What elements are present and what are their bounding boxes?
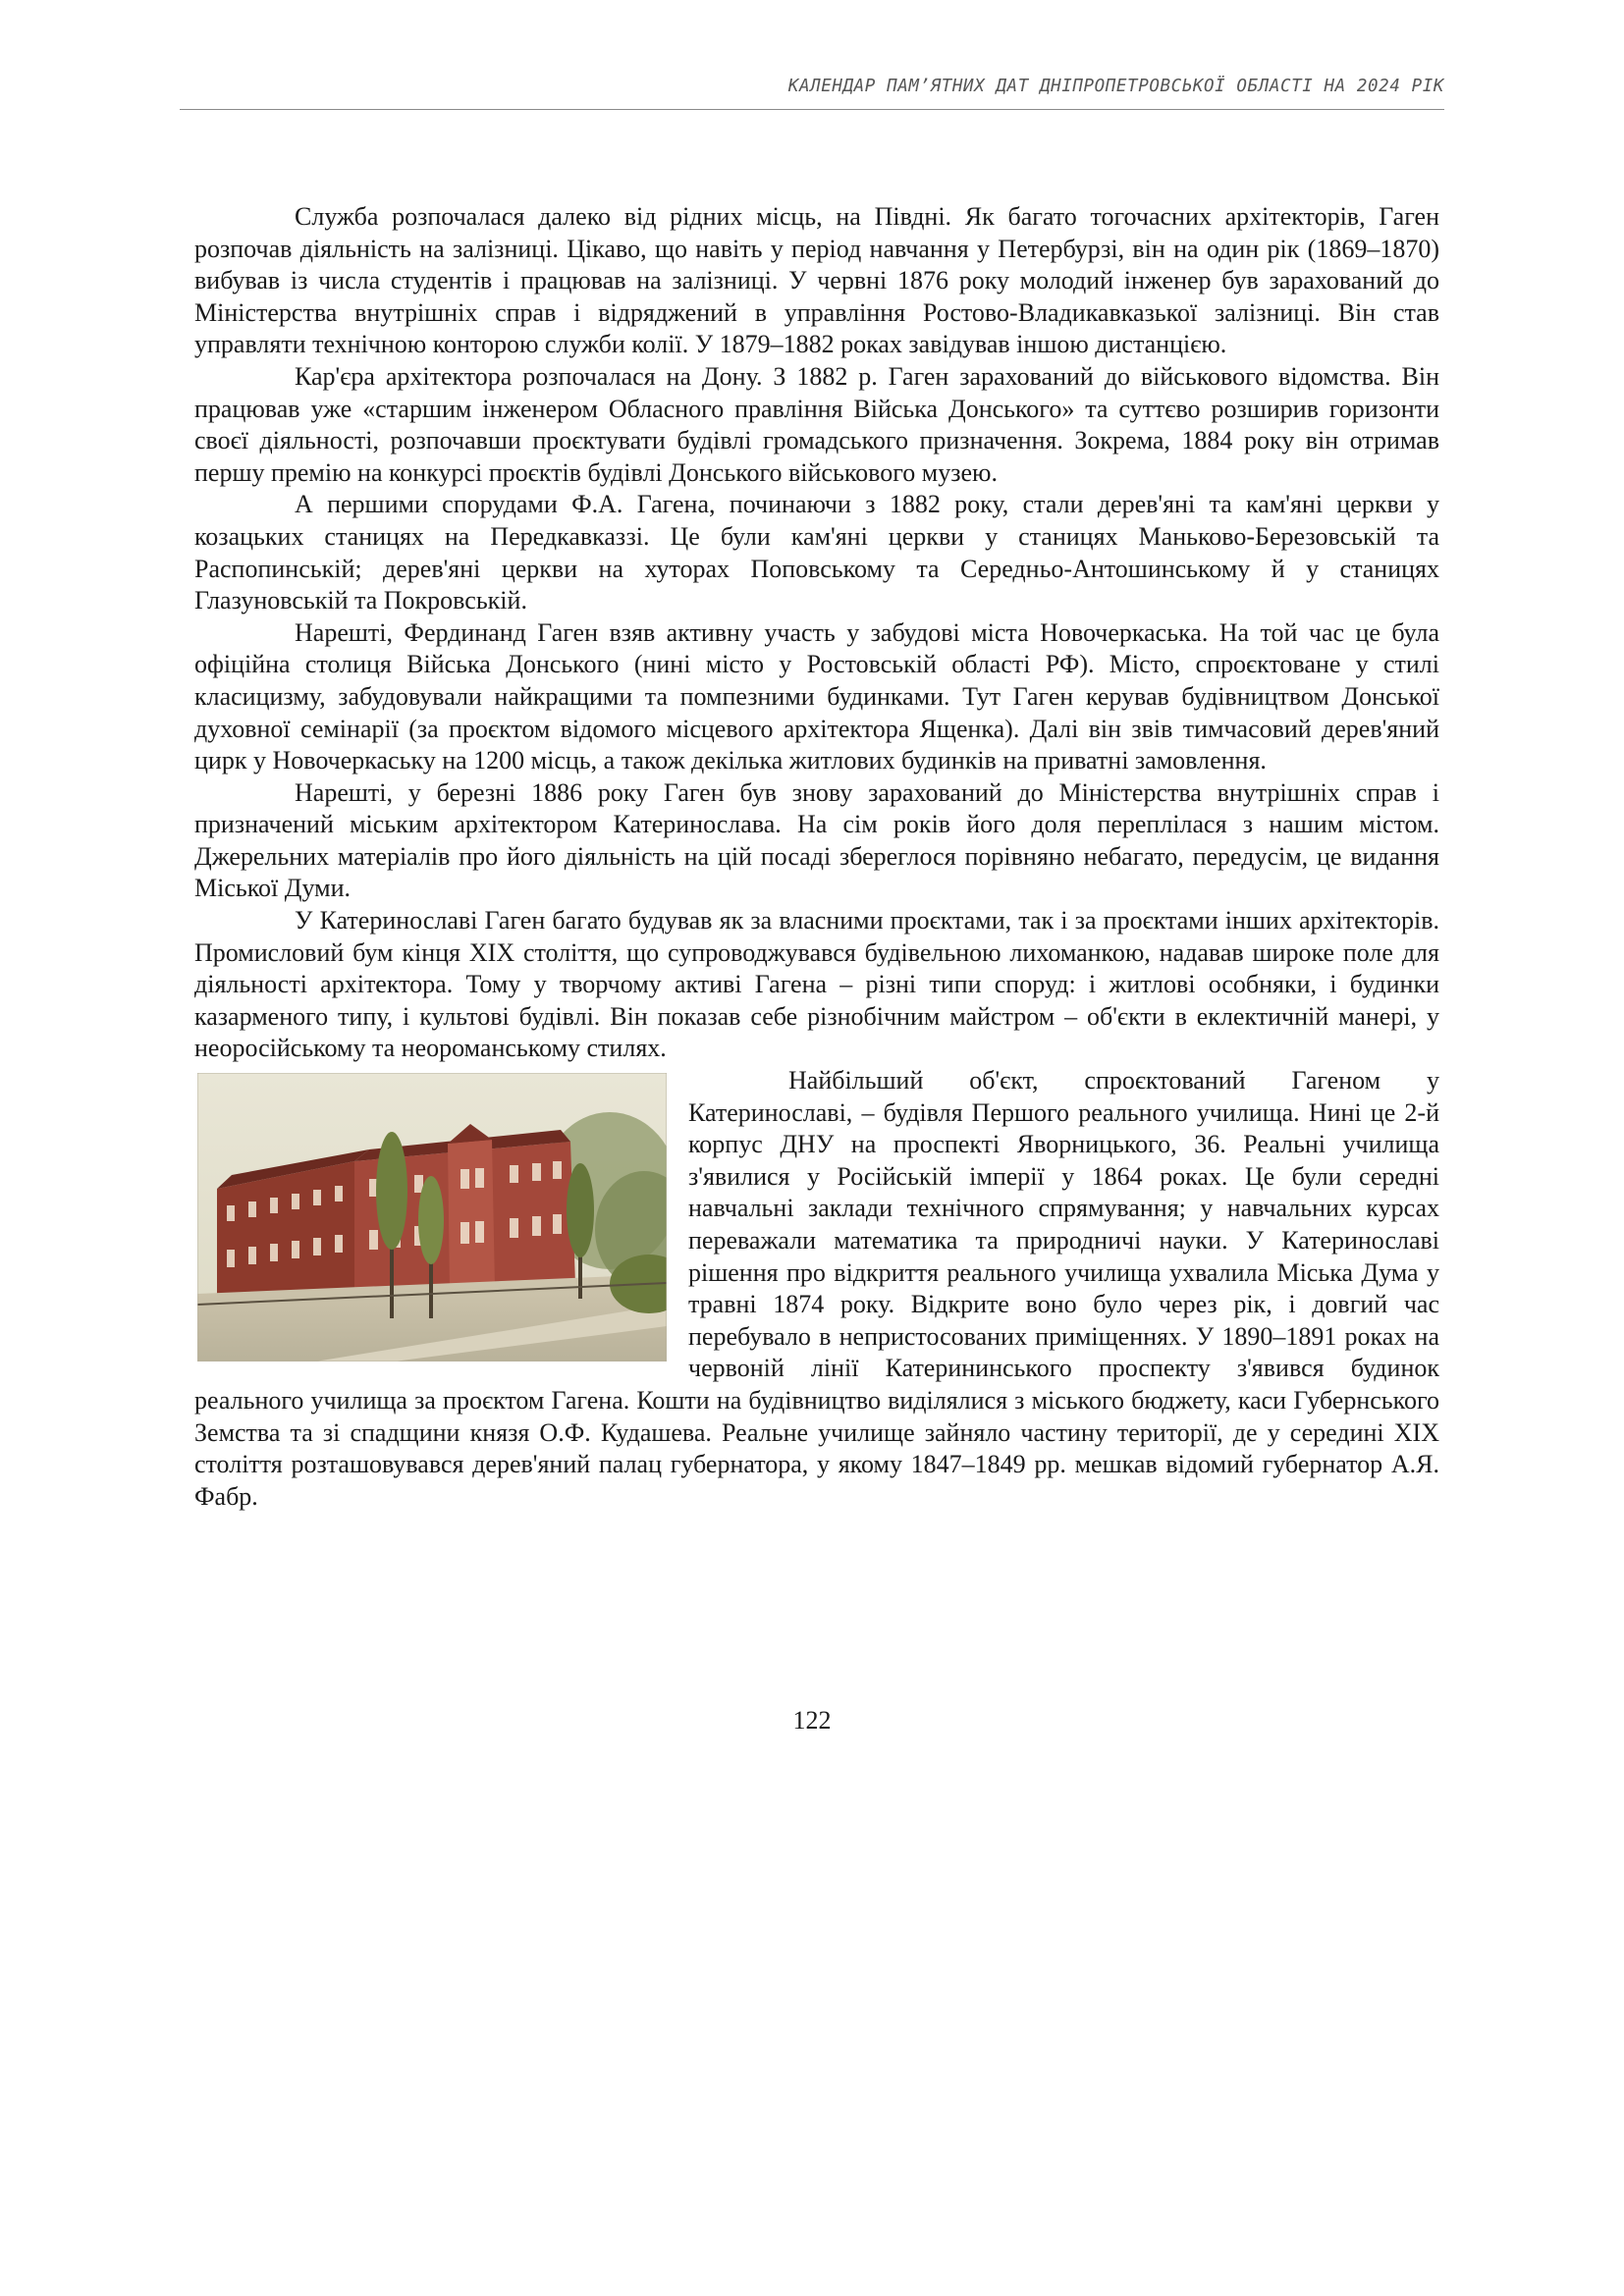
header-divider — [180, 109, 1444, 110]
paragraph-real-school: Найбільший об'єкт, спроєктований Гагеном у Катеринославі, – будівля Першого реального училища. Нині це 2-й корпус ДНУ на проспекті Яворницького, 36. Реальні училища з'явилися у Російській імперії у 1864 роках. Це були середні навчальні заклади технічного спрямування; у навчальних курсах переважали математика та природничі науки. У Катеринославі рішення про відкриття реального училища ухвалила Міська Дума у травні 1874 року. Відкрите воно було через рік, і довгий час перебувало в непристосованих приміщеннях. У 1890–1891 роках на червоній лінії Катерининського проспекту з'явився будинок реального училища за проєктом Гагена. Кошти на будівництво виділялися з міського бюджету, каси Губернського Земства та зі спадщини князя О.Ф. Кудашева. Реальне училище зайняло частину території, де у середині ХІХ століття розташовувався дерев'яний палац губернатора, у якому 1847–1849 рр. мешкав відомий губернатор А.Я. Фабр. — [194, 1066, 1439, 1511]
paragraph-first-churches: А першими спорудами Ф.А. Гагена, починаючи з 1882 року, стали дерев'яні та кам'яні церкви у козацьких станицях на Передкавказзі. Це були кам'яні церкви у станицях Маньково-Березовській та Распопинській; дерев'яні церкви на хуторах Поповському та Середньо-Антошинському й у станицях Глазуновській та Покровській. — [194, 490, 1439, 615]
paragraph-katerynoslav-works: У Катеринославі Гаген багато будував як за власними проєктами, так і за проєктами інших архітекторів. Промисловий бум кінця ХІХ століття, що супроводжувався будівельною лихоманкою, надавав широке поле для діяльності архітектора. Тому у творчому активі Гагена – різні типи споруд: і житлові особняки, і будинки казарменого типу, і культові будівлі. Він показав себе різнобічним майстром – об'єкти в еклектичній манері, у неоросійському та неороманському стилях. — [194, 906, 1439, 1063]
paragraph-don-career: Кар'єра архітектора розпочалася на Дону. З 1882 р. Гаген зарахований до військового відомства. Він працював уже «старшим інженером Обласного правління Війська Донського» та суттєво розширив горизонти своєї діяльності, розпочавши проєктувати будівлі громадського призначення. Зокрема, 1884 року він отримав першу премію на конкурсі проєктів будівлі Донського військового музею. — [194, 361, 1439, 487]
paragraph-railway-service: Служба розпочалася далеко від рідних місць, на Півдні. Як багато тогочасних архітекторів, Гаген розпочав діяльність на залізниці. Цікаво, що навіть у період навчання у Петербурзі, він на один рік (1869–1870) вибував із числа студентів і працював на залізниці. У червні 1876 року молодий інженер був зарахований до Міністерства внутрішніх справ і відряджений в управління Ростово-Владикавказької залізниці. Він став управляти технічною конторою служби колії. У 1879–1882 роках завідував іншою дистанцією. — [194, 202, 1439, 359]
paragraph-novocherkassk: Нарешті, Фердинанд Гаген взяв активну участь у забудові міста Новочеркаська. На той час це була офіційна столиця Війська Донського (нині місто у Ростовській області РФ). Місто, спроєктоване у стилі класицизму, забудовували найкращими та помпезними будинками. Тут Гаген керував будівництвом Донської духовної семінарії (за проєктом відомого місцевого архітектора Ященка). Далі він звів тимчасовий дерев'яний цирк у Новочеркаську на 1200 місць, а також декілька житлових будинків на приватні замовлення. — [194, 617, 1439, 775]
real-school-building-photo — [197, 1073, 667, 1362]
running-header: КАЛЕНДАР ПАМ’ЯТНИХ ДАТ ДНІПРОПЕТРОВСЬКОЇ ОБЛАСТІ НА 2024 РІК — [787, 77, 1444, 96]
article-body — [194, 201, 1439, 1513]
paragraph-katerynoslav-appointment: Нарешті, у березні 1886 року Гаген був знову зарахований до Міністерства внутрішніх справ і призначений міським архітектором Катеринослава. На сім років його доля переплілася з нашим містом. Джерельних матеріалів про його діяльність на цій посаді збереглося порівняно небагато, передусім, це видання Міської Думи. — [194, 777, 1439, 903]
page-number: 122 — [792, 1706, 832, 1735]
